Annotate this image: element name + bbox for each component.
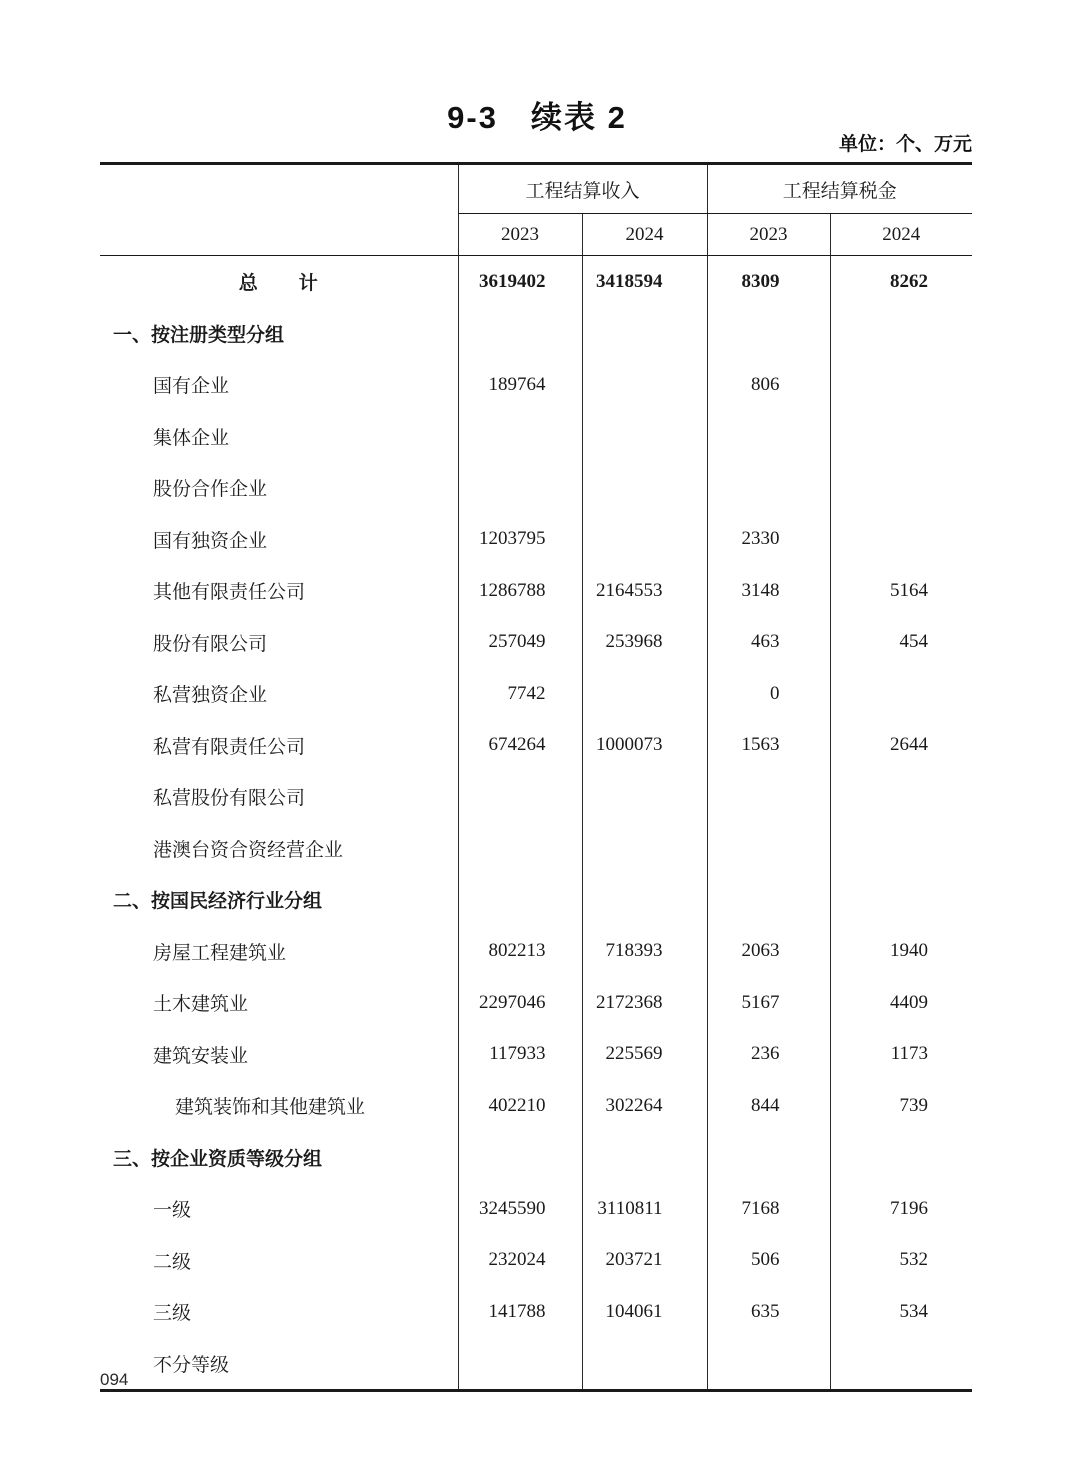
row-label: 国有企业 — [153, 376, 230, 398]
cell-value — [458, 1338, 582, 1391]
row-label: 一、按注册类型分组 — [113, 324, 285, 346]
table-row — [100, 771, 972, 823]
cell-value: 1940 — [830, 926, 972, 978]
table-row — [100, 720, 972, 772]
row-label: 股份有限公司 — [153, 633, 268, 655]
row-label: 房屋工程建筑业 — [153, 942, 287, 964]
cell-value — [582, 411, 707, 463]
cell-value: 5167 — [707, 977, 830, 1029]
table-row — [100, 308, 972, 360]
row-label: 三、按企业资质等级分组 — [113, 1148, 323, 1170]
statistics-table — [100, 162, 972, 1392]
row-label: 一级 — [153, 1200, 192, 1222]
cell-value: 7168 — [707, 1183, 830, 1235]
table-row — [100, 1029, 972, 1081]
cell-value: 534 — [830, 1286, 972, 1338]
cell-value: 232024 — [458, 1235, 582, 1287]
cell-value — [458, 411, 582, 463]
stub-header-cell — [100, 164, 458, 256]
page-number: 094 — [100, 1370, 129, 1389]
table-header — [100, 164, 972, 256]
cell-value: 8262 — [830, 256, 972, 308]
cell-value: 454 — [830, 617, 972, 669]
cell-value — [582, 514, 707, 566]
cell-value: 3110811 — [582, 1183, 707, 1235]
cell-value — [830, 1132, 972, 1184]
cell-value — [830, 359, 972, 411]
row-label: 三级 — [153, 1303, 192, 1325]
cell-value — [707, 308, 830, 360]
cell-value — [458, 874, 582, 926]
table-row — [100, 668, 972, 720]
table-row — [100, 1235, 972, 1287]
cell-value — [830, 823, 972, 875]
cell-value: 2330 — [707, 514, 830, 566]
header-settlement-income: 工程结算收入 — [458, 164, 707, 214]
statistics-table-container — [100, 162, 972, 1392]
cell-value: 2164553 — [582, 565, 707, 617]
cell-value: 7196 — [830, 1183, 972, 1235]
table-body — [100, 256, 972, 1391]
cell-value — [830, 874, 972, 926]
cell-value — [707, 411, 830, 463]
row-label: 集体企业 — [153, 427, 230, 449]
table-row — [100, 514, 972, 566]
cell-value: 3245590 — [458, 1183, 582, 1235]
cell-value: 5164 — [830, 565, 972, 617]
table-row — [100, 1080, 972, 1132]
cell-value: 7742 — [458, 668, 582, 720]
cell-value — [830, 462, 972, 514]
cell-value: 802213 — [458, 926, 582, 978]
cell-value: 1173 — [830, 1029, 972, 1081]
cell-value: 253968 — [582, 617, 707, 669]
table-row — [100, 926, 972, 978]
cell-value: 532 — [830, 1235, 972, 1287]
cell-value: 463 — [707, 617, 830, 669]
row-label: 私营有限责任公司 — [153, 736, 306, 758]
header-income-year-2023: 2023 — [458, 214, 582, 256]
table-row — [100, 617, 972, 669]
table-row — [100, 977, 972, 1029]
table-row — [100, 823, 972, 875]
table-row — [100, 1286, 972, 1338]
cell-value: 506 — [707, 1235, 830, 1287]
cell-value — [707, 1338, 830, 1391]
cell-value: 117933 — [458, 1029, 582, 1081]
cell-value — [707, 874, 830, 926]
table-header-groups — [100, 164, 972, 214]
cell-value — [458, 823, 582, 875]
cell-value: 2644 — [830, 720, 972, 772]
cell-value — [830, 411, 972, 463]
cell-value — [458, 308, 582, 360]
cell-value — [582, 462, 707, 514]
cell-value: 674264 — [458, 720, 582, 772]
cell-value: 225569 — [582, 1029, 707, 1081]
cell-value — [582, 308, 707, 360]
cell-value: 2063 — [707, 926, 830, 978]
cell-value — [707, 771, 830, 823]
cell-value — [458, 462, 582, 514]
cell-value: 806 — [707, 359, 830, 411]
table-row — [100, 462, 972, 514]
cell-value: 1000073 — [582, 720, 707, 772]
cell-value: 236 — [707, 1029, 830, 1081]
cell-value: 3418594 — [582, 256, 707, 308]
cell-value — [458, 1132, 582, 1184]
cell-value: 739 — [830, 1080, 972, 1132]
cell-value — [707, 823, 830, 875]
row-label: 不分等级 — [153, 1354, 230, 1376]
cell-value — [582, 771, 707, 823]
table-row — [100, 359, 972, 411]
row-label: 私营股份有限公司 — [153, 788, 306, 810]
header-settlement-tax: 工程结算税金 — [707, 164, 972, 214]
row-label: 总 计 — [238, 273, 319, 295]
cell-value — [458, 771, 582, 823]
cell-value: 1286788 — [458, 565, 582, 617]
cell-value — [582, 1132, 707, 1184]
cell-value: 257049 — [458, 617, 582, 669]
cell-value: 635 — [707, 1286, 830, 1338]
cell-value: 302264 — [582, 1080, 707, 1132]
cell-value — [582, 668, 707, 720]
cell-value — [830, 514, 972, 566]
cell-value: 3619402 — [458, 256, 582, 308]
header-tax-year-2023: 2023 — [707, 214, 830, 256]
cell-value: 4409 — [830, 977, 972, 1029]
table-row — [100, 1132, 972, 1184]
cell-value: 0 — [707, 668, 830, 720]
row-label: 二级 — [153, 1251, 192, 1273]
cell-value: 718393 — [582, 926, 707, 978]
table-row — [100, 1338, 972, 1391]
row-label: 国有独资企业 — [153, 530, 268, 552]
table-row — [100, 411, 972, 463]
cell-value — [830, 308, 972, 360]
cell-value — [830, 668, 972, 720]
cell-value — [707, 1132, 830, 1184]
cell-value — [830, 771, 972, 823]
cell-value: 203721 — [582, 1235, 707, 1287]
cell-value — [582, 823, 707, 875]
table-row — [100, 565, 972, 617]
cell-value — [582, 1338, 707, 1391]
cell-value: 2297046 — [458, 977, 582, 1029]
cell-value: 1203795 — [458, 514, 582, 566]
table-row — [100, 1183, 972, 1235]
cell-value: 8309 — [707, 256, 830, 308]
page-title: 9-3 续表 2 — [447, 100, 627, 135]
cell-value — [582, 874, 707, 926]
cell-value — [582, 359, 707, 411]
cell-value: 1563 — [707, 720, 830, 772]
unit-label: 单位：个、万元 — [838, 134, 972, 155]
row-label: 股份合作企业 — [153, 479, 268, 501]
row-label: 建筑装饰和其他建筑业 — [175, 1097, 366, 1119]
cell-value — [707, 462, 830, 514]
header-tax-year-2024: 2024 — [830, 214, 972, 256]
cell-value: 189764 — [458, 359, 582, 411]
cell-value: 141788 — [458, 1286, 582, 1338]
cell-value: 844 — [707, 1080, 830, 1132]
cell-value: 104061 — [582, 1286, 707, 1338]
row-label: 港澳台资合资经营企业 — [153, 839, 344, 861]
table-row — [100, 874, 972, 926]
row-label: 其他有限责任公司 — [153, 582, 306, 604]
cell-value: 2172368 — [582, 977, 707, 1029]
cell-value: 3148 — [707, 565, 830, 617]
header-income-year-2024: 2024 — [582, 214, 707, 256]
row-label: 土木建筑业 — [153, 994, 249, 1016]
row-label: 私营独资企业 — [153, 685, 268, 707]
cell-value: 402210 — [458, 1080, 582, 1132]
row-label: 二、按国民经济行业分组 — [113, 891, 323, 913]
cell-value — [830, 1338, 972, 1391]
table-row — [100, 256, 972, 308]
row-label: 建筑安装业 — [153, 1045, 249, 1067]
